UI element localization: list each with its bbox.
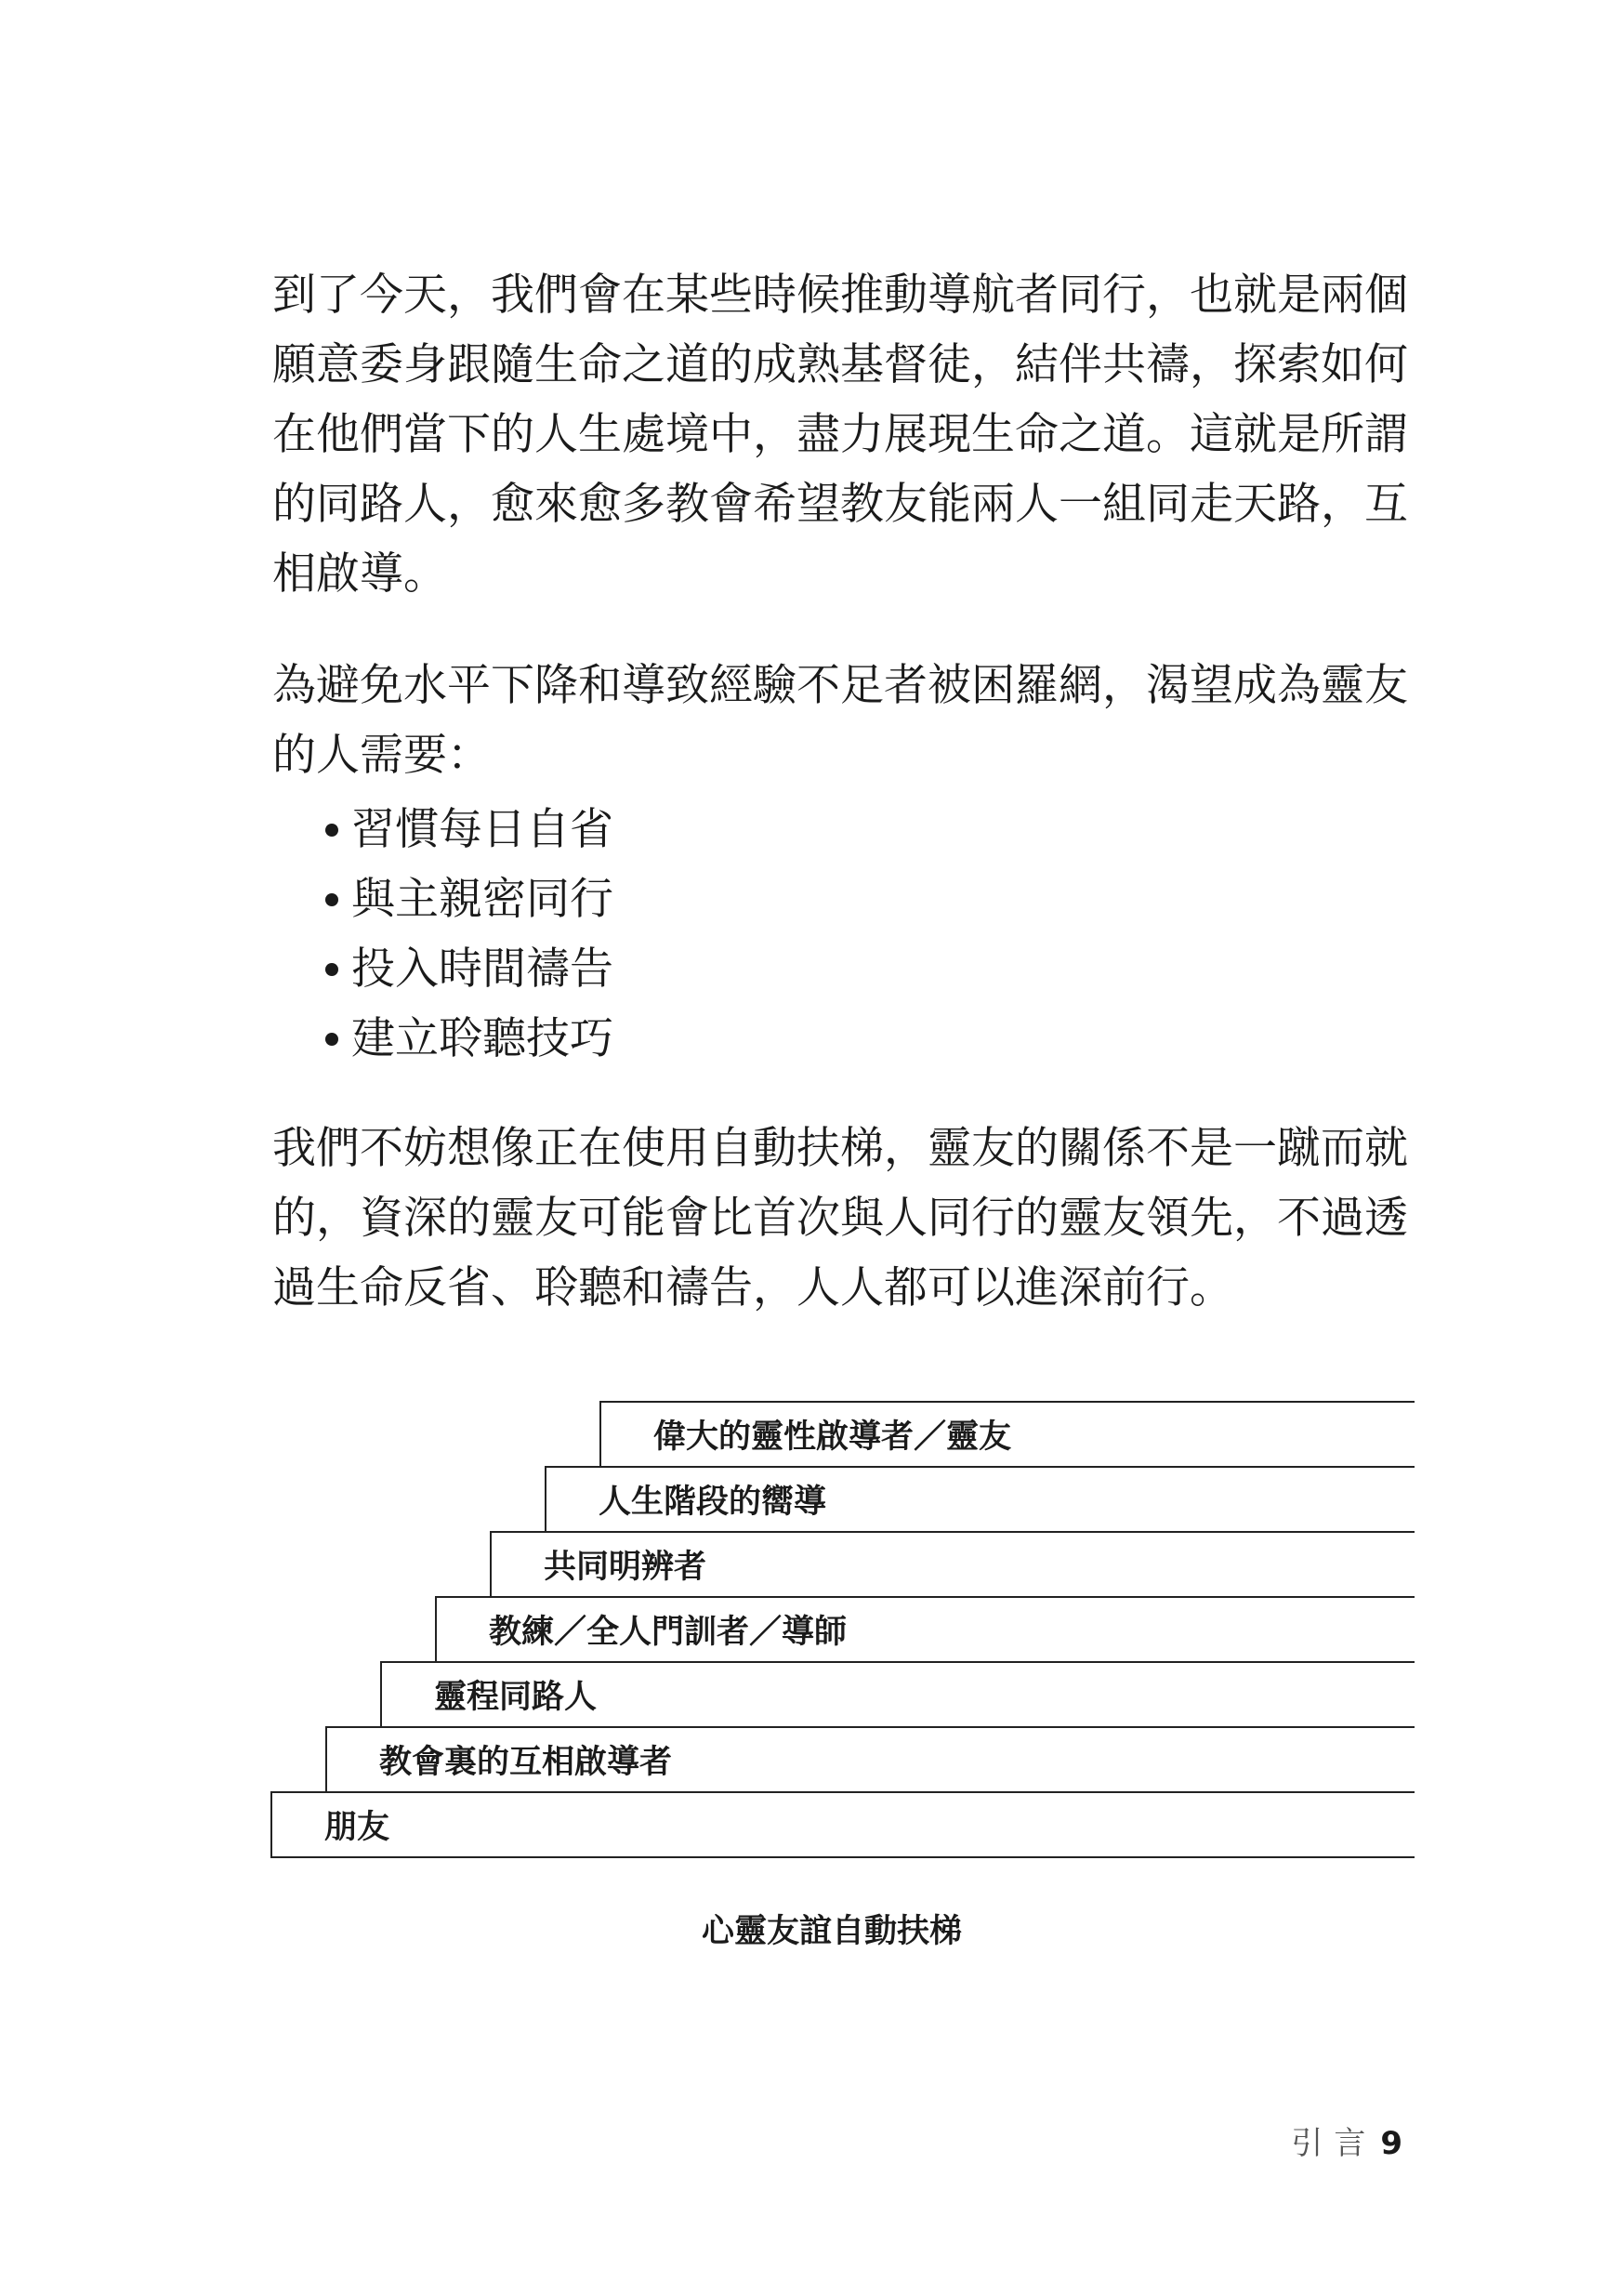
paragraph-1: 到了今天，我們會在某些時候推動導航者同行，也就是兩個願意委身跟隨生命之道的成熟基督徒，結伴共禱，探索如何在他們當下的人生處境中，盡力展現生命之道。這就是所謂的同路人，愈來愈多教會希望教友能兩人一組同走天路，互相啟導。 — [272, 270, 1408, 600]
list-item: 習慣每日自省 — [325, 795, 613, 864]
bullet-icon — [325, 1033, 338, 1046]
escalator-step: 共同明辨者 — [490, 1531, 1415, 1596]
escalator-step: 偉大的靈性啟導者／靈友 — [599, 1401, 1415, 1466]
bullet-icon — [325, 824, 338, 837]
list-item: 與主親密同行 — [325, 864, 613, 934]
escalator-step: 靈程同路人 — [380, 1661, 1415, 1726]
bullet-icon — [325, 893, 338, 906]
escalator-step: 教練／全人門訓者／導師 — [435, 1596, 1415, 1661]
page-number: 9 — [1380, 2125, 1402, 2162]
escalator-step: 朋友 — [270, 1791, 1415, 1858]
page-footer — [1291, 2118, 1402, 2163]
diagram-caption: 心靈友誼自動扶梯 — [702, 1913, 963, 1950]
paragraph-2: 為避免水平下降和導致經驗不足者被困羅網，渴望成為靈友的人需要： — [272, 660, 1408, 781]
list-item: 建立聆聽技巧 — [325, 1004, 613, 1074]
list-item: 投入時間禱告 — [325, 934, 613, 1004]
bullet-icon — [325, 963, 338, 976]
escalator-step: 人生階段的嚮導 — [545, 1466, 1415, 1531]
paragraph-3: 我們不妨想像正在使用自動扶梯，靈友的關係不是一蹴而就的，資深的靈友可能會比首次與人同行的靈友領先，不過透過生命反省、聆聽和禱告，人人都可以進深前行。 — [272, 1123, 1408, 1313]
bullet-list — [325, 795, 613, 1074]
section-label: 引言 — [1291, 2125, 1377, 2162]
escalator-step: 教會裏的互相啟導者 — [325, 1726, 1415, 1791]
